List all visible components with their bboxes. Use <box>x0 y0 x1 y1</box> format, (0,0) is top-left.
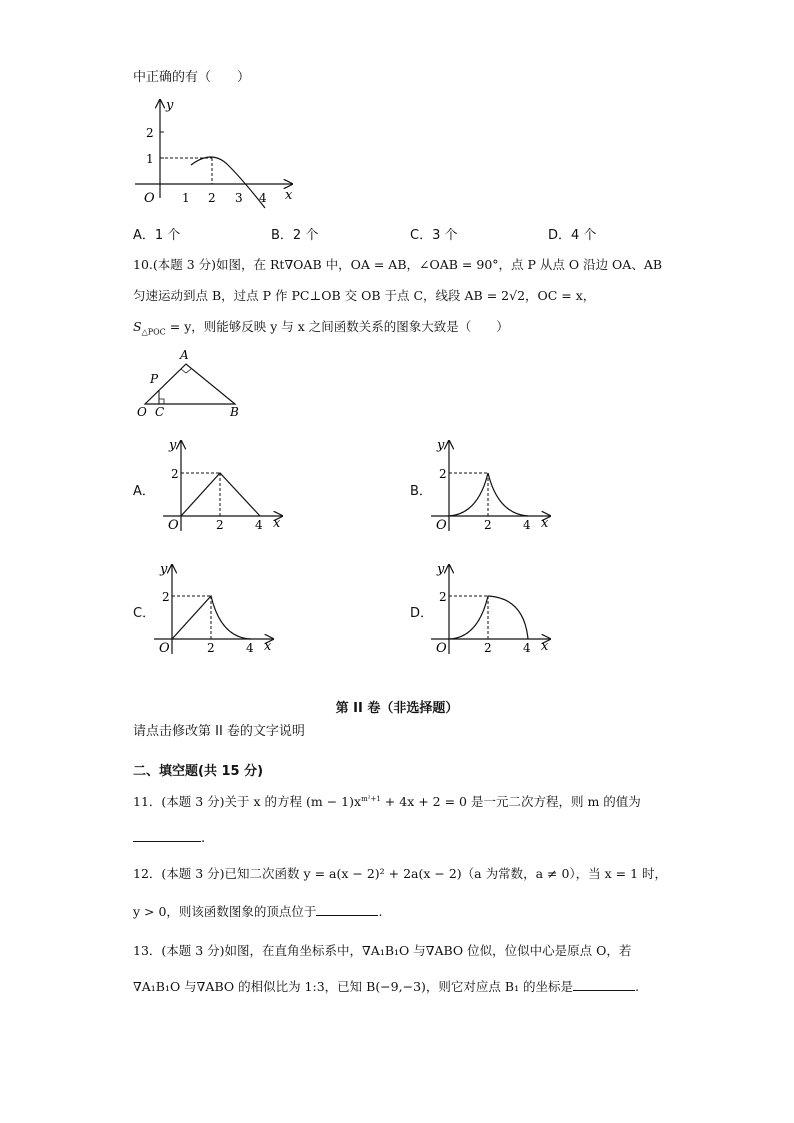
q12-line-2: y > 0，则该函数图象的顶点位于 . <box>133 901 382 920</box>
svg-text:4: 4 <box>255 518 263 532</box>
q10-option-c-graph[interactable] <box>151 560 281 660</box>
q11-answer-blank[interactable] <box>133 827 201 842</box>
svg-text:2: 2 <box>439 590 447 604</box>
q10-option-d-letter[interactable]: D． <box>410 606 434 621</box>
svg-text:O: O <box>436 518 447 533</box>
q10-option-d-graph[interactable] <box>428 560 558 660</box>
section-heading: 二、填空题(共 15 分) <box>133 764 264 779</box>
svg-text:2: 2 <box>207 641 215 655</box>
y-tick-2: 2 <box>146 126 154 140</box>
x-tick-3: 3 <box>235 191 243 205</box>
svg-text:O: O <box>159 641 170 656</box>
svg-text:y: y <box>169 438 177 453</box>
q10-option-a-graph[interactable] <box>160 436 290 536</box>
svg-text:O: O <box>168 518 179 533</box>
svg-text:2: 2 <box>171 467 179 481</box>
label-p: P <box>150 372 159 386</box>
svg-text:x: x <box>541 516 549 531</box>
q13-answer-blank[interactable] <box>573 976 635 991</box>
x-axis-label: x <box>285 188 293 203</box>
svg-text:4: 4 <box>523 518 531 532</box>
q9-option-d[interactable]: D．4 个 <box>548 228 597 243</box>
q10-option-b-letter[interactable]: B． <box>410 484 432 499</box>
q12-answer-blank[interactable] <box>316 901 378 916</box>
q10-option-c-letter[interactable]: C． <box>133 606 156 621</box>
q13-line-1: 13．(本题 3 分)如图，在直角坐标系中，∇A₁B₁O 与∇ABO 位似，位似中心是原点 O，若 <box>133 943 632 958</box>
q10-triangle-figure <box>133 345 253 420</box>
q10-option-a-letter[interactable]: A． <box>133 484 155 499</box>
q9-stem-tail: 中正确的有（ ） <box>133 70 251 85</box>
svg-text:O: O <box>436 641 447 656</box>
q10-line-1: 10.(本题 3 分)如图，在 Rt∇OAB 中，OA = AB，∠OAB = 90°，点 P 从点 O 沿边 OA、AB <box>133 257 663 272</box>
q10-line-3: $S_{\triangle POC} = y$，则能够反映 y 与 x 之间函数关系的图象大致是（ ） <box>133 319 509 337</box>
q13-line-2: ∇A₁B₁O 与∇ABO 的相似比为 1:3，已知 B(−9,−3)，则它对应点 B₁ 的坐标是 . <box>133 976 639 995</box>
svg-text:4: 4 <box>246 641 254 655</box>
y-tick-1: 1 <box>146 152 154 166</box>
svg-text:y: y <box>437 438 445 453</box>
x-tick-4: 4 <box>259 191 267 205</box>
q11-line-1: 11．(本题 3 分)关于 x 的方程 $(m - 1)x^{m^2+1} + 4x + 2 = 0$ 是一元二次方程，则 m 的值为 <box>133 794 641 809</box>
x-tick-2: 2 <box>208 191 216 205</box>
svg-text:2: 2 <box>162 590 170 604</box>
svg-text:2: 2 <box>484 518 492 532</box>
q12-line-1: 12．(本题 3 分)已知二次函数 y = a(x − 2)² + 2a(x − 2)（a 为常数，a ≠ 0），当 x = 1 时， <box>133 866 668 881</box>
svg-text:x: x <box>264 639 272 654</box>
label-b: B <box>230 405 239 419</box>
svg-text:y: y <box>437 562 445 577</box>
svg-text:2: 2 <box>484 641 492 655</box>
q10-line-2: 匀速运动到点 B，过点 P 作 PC⊥OB 交 OB 于点 C，线段 AB = 2√2，OC = x， <box>133 288 596 303</box>
function-curve <box>191 157 265 208</box>
svg-text:x: x <box>273 516 281 531</box>
label-o: O <box>137 405 147 419</box>
svg-text:x: x <box>541 639 549 654</box>
q9-option-a[interactable]: A．1 个 <box>133 228 181 243</box>
svg-text:2: 2 <box>216 518 224 532</box>
part-two-title: 第 II 卷（非选择题） <box>335 701 459 716</box>
svg-text:2: 2 <box>439 467 447 481</box>
q9-option-c[interactable]: C．3 个 <box>410 228 458 243</box>
label-a: A <box>180 348 189 362</box>
y-axis-label: y <box>166 98 174 113</box>
part-two-note[interactable]: 请点击修改第 II 卷的文字说明 <box>133 724 305 739</box>
q9-option-b[interactable]: B．2 个 <box>271 228 319 243</box>
q9-function-graph <box>130 95 300 210</box>
x-tick-1: 1 <box>182 191 190 205</box>
svg-text:y: y <box>160 562 168 577</box>
svg-text:4: 4 <box>523 641 531 655</box>
origin-label: O <box>144 191 155 206</box>
label-c: C <box>155 405 165 419</box>
q10-option-b-graph[interactable] <box>428 436 558 536</box>
q11-line-2: . <box>133 827 205 846</box>
